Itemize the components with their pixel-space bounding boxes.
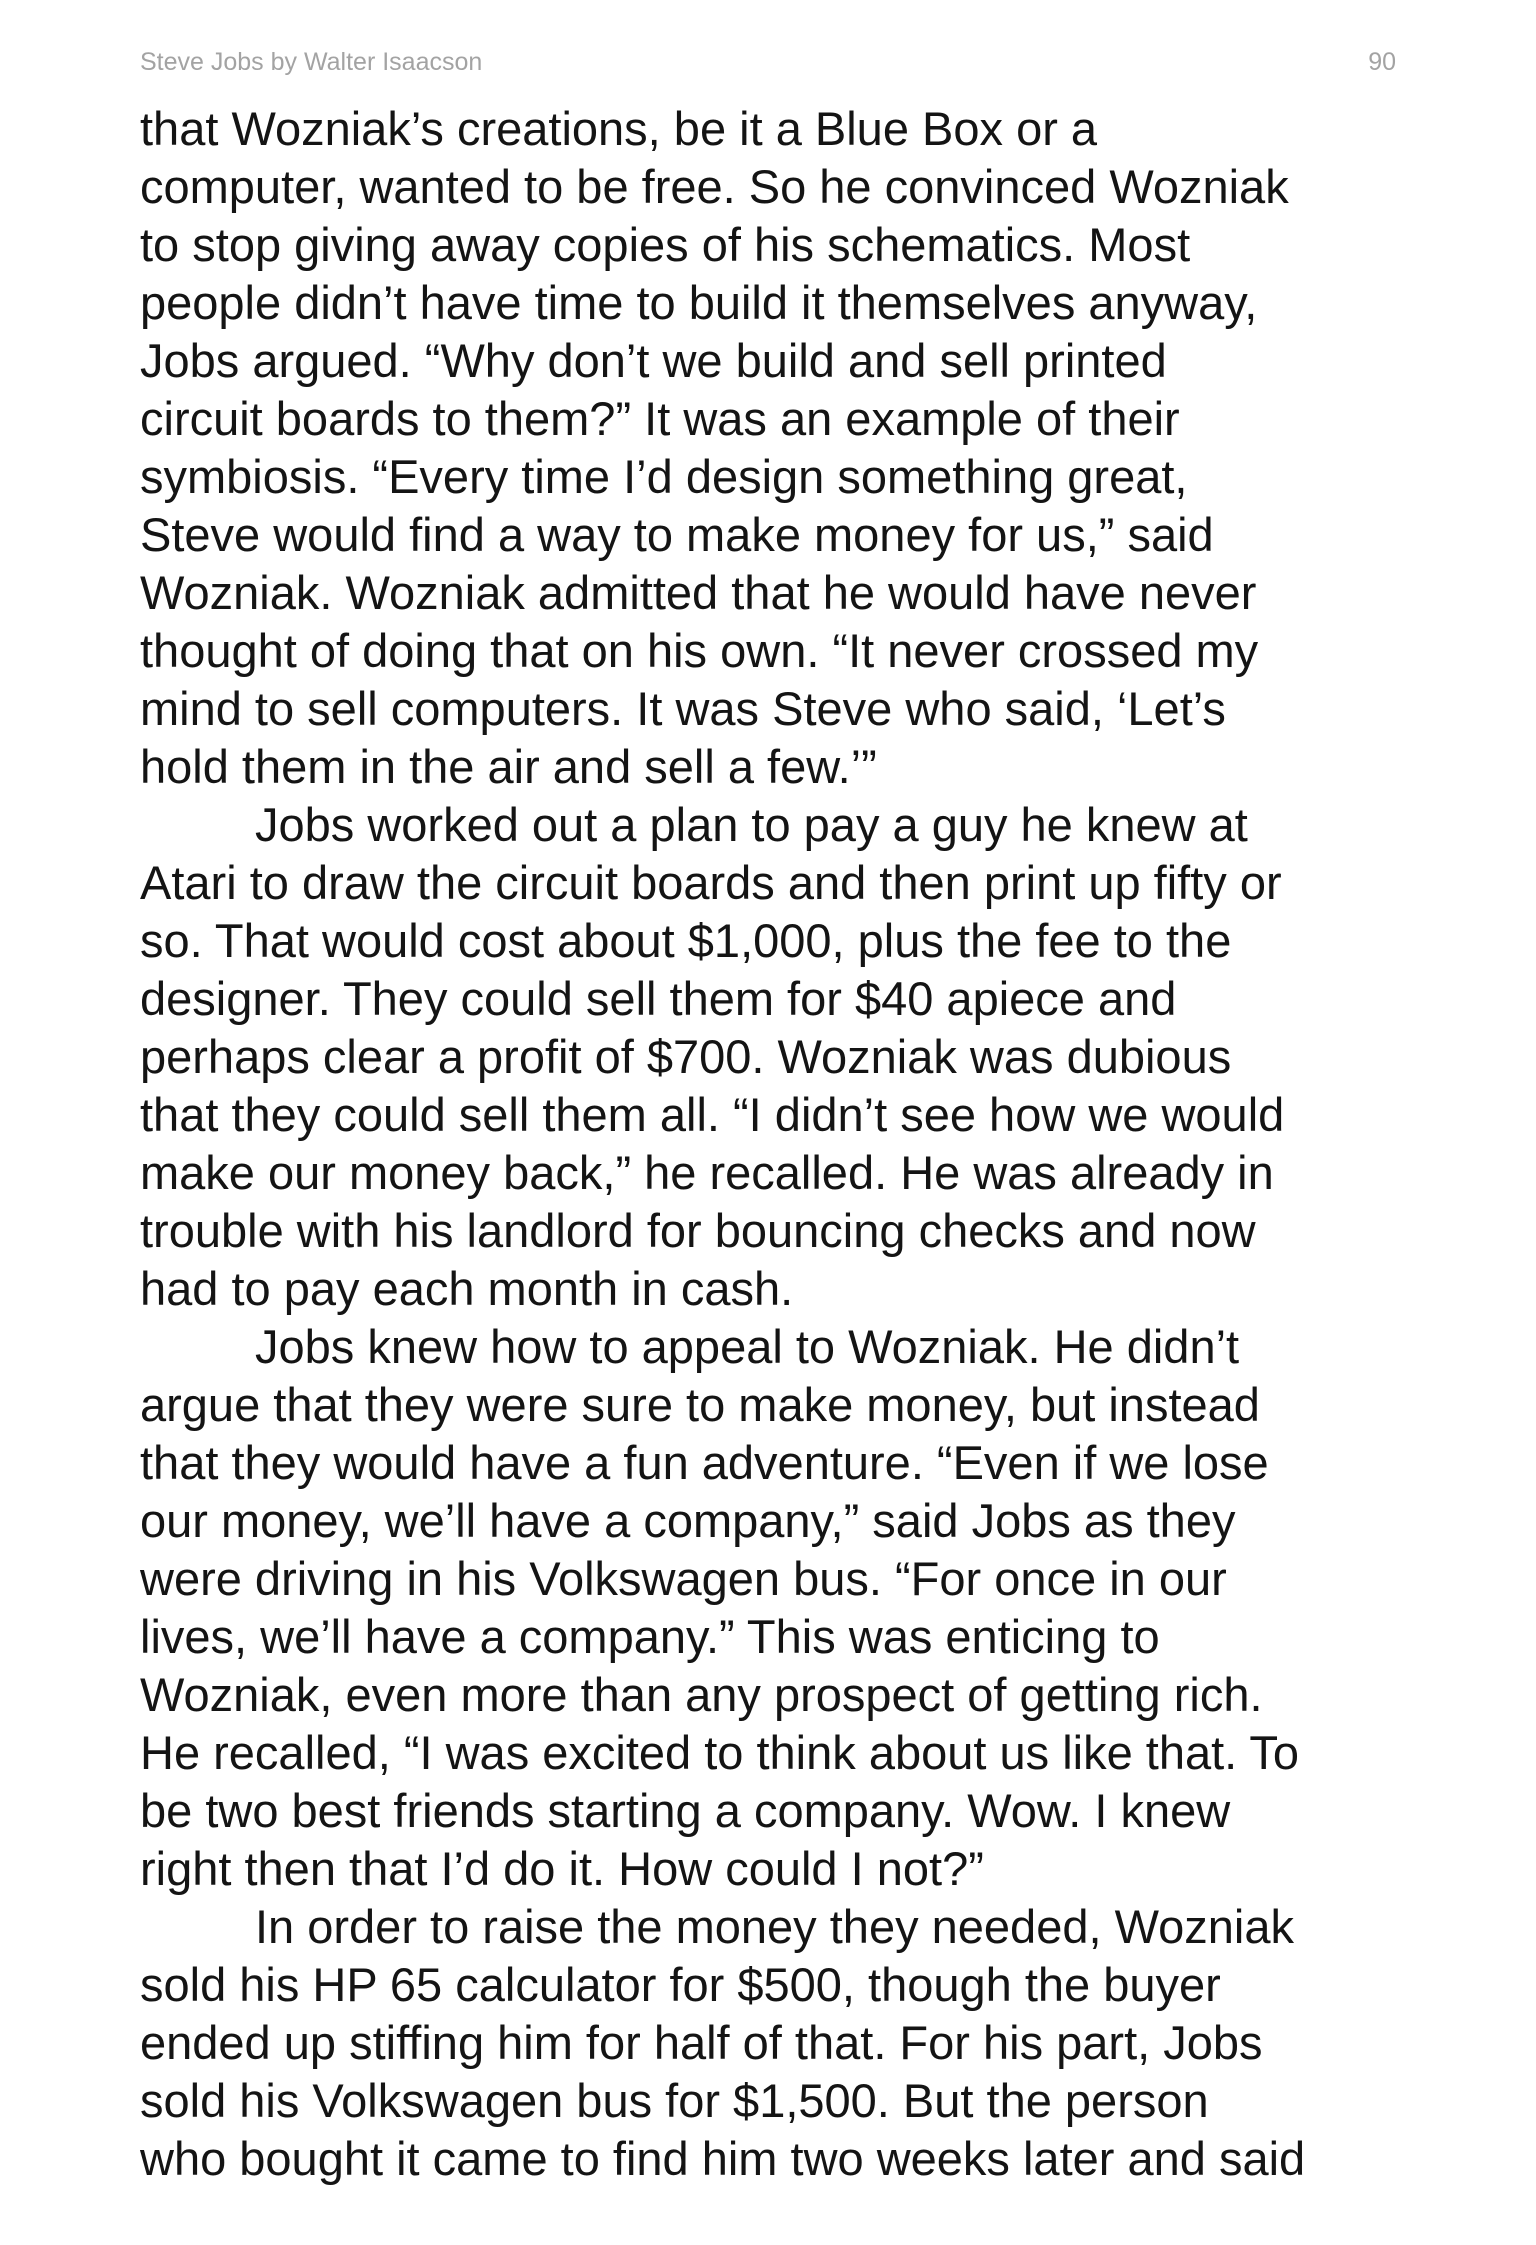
- text-line: that they could sell them all. “I didn’t see how we would: [140, 1088, 1285, 1141]
- text-line: Jobs worked out a plan to pay a guy he knew at: [255, 798, 1248, 851]
- text-line: trouble with his landlord for bouncing checks and now: [140, 1204, 1256, 1257]
- text-line: make our money back,” he recalled. He was already in: [140, 1146, 1274, 1199]
- text-line: perhaps clear a profit of $700. Wozniak was dubious: [140, 1030, 1232, 1083]
- text-line: designer. They could sell them for $40 apiece and: [140, 972, 1177, 1025]
- text-line: so. That would cost about $1,000, plus the fee to the: [140, 914, 1232, 967]
- text-line: Wozniak, even more than any prospect of getting rich.: [140, 1668, 1263, 1721]
- text-line: mind to sell computers. It was Steve who said, ‘Let’s: [140, 682, 1226, 735]
- text-line: be two best friends starting a company. Wow. I knew: [140, 1784, 1231, 1837]
- text-line: lives, we’ll have a company.” This was enticing to: [140, 1610, 1160, 1663]
- text-line: argue that they were sure to make money, but instead: [140, 1378, 1260, 1431]
- text-line: people didn’t have time to build it themselves anyway,: [140, 276, 1258, 329]
- text-line: Jobs knew how to appeal to Wozniak. He didn’t: [255, 1320, 1240, 1373]
- text-line: sold his Volkswagen bus for $1,500. But the person: [140, 2074, 1209, 2127]
- text-line: sold his HP 65 calculator for $500, though the buyer: [140, 1958, 1221, 2011]
- text-line: to stop giving away copies of his schematics. Most: [140, 218, 1191, 271]
- text-line: that they would have a fun adventure. “Even if we lose: [140, 1436, 1269, 1489]
- text-line: computer, wanted to be free. So he convinced Wozniak: [140, 160, 1289, 213]
- running-header: [140, 48, 1396, 84]
- text-line: circuit boards to them?” It was an example of their: [140, 392, 1180, 445]
- book-title: Steve Jobs by Walter Isaacson: [140, 48, 483, 76]
- text-line: Wozniak. Wozniak admitted that he would have never: [140, 566, 1257, 619]
- text-line: who bought it came to find him two weeks later and said: [140, 2132, 1306, 2185]
- text-line: were driving in his Volkswagen bus. “For once in our: [140, 1552, 1227, 1605]
- text-line: Atari to draw the circuit boards and then print up fifty or: [140, 856, 1282, 909]
- body-text: [140, 100, 1415, 2188]
- text-line: had to pay each month in cash.: [140, 1262, 794, 1315]
- text-line: our money, we’ll have a company,” said Jobs as they: [140, 1494, 1236, 1547]
- text-line: ended up stiffing him for half of that. For his part, Jobs: [140, 2016, 1263, 2069]
- text-line: symbiosis. “Every time I’d design something great,: [140, 450, 1188, 503]
- text-line: In order to raise the money they needed, Wozniak: [255, 1900, 1294, 1953]
- text-line: hold them in the air and sell a few.’”: [140, 740, 877, 793]
- text-line: Steve would find a way to make money for us,” said: [140, 508, 1214, 561]
- text-line: He recalled, “I was excited to think about us like that. To: [140, 1726, 1300, 1779]
- text-line: that Wozniak’s creations, be it a Blue Box or a: [140, 102, 1098, 155]
- page-number: 90: [1368, 48, 1396, 76]
- text-line: right then that I’d do it. How could I not?”: [140, 1842, 984, 1895]
- text-line: thought of doing that on his own. “It never crossed my: [140, 624, 1259, 677]
- text-line: Jobs argued. “Why don’t we build and sell printed: [140, 334, 1167, 387]
